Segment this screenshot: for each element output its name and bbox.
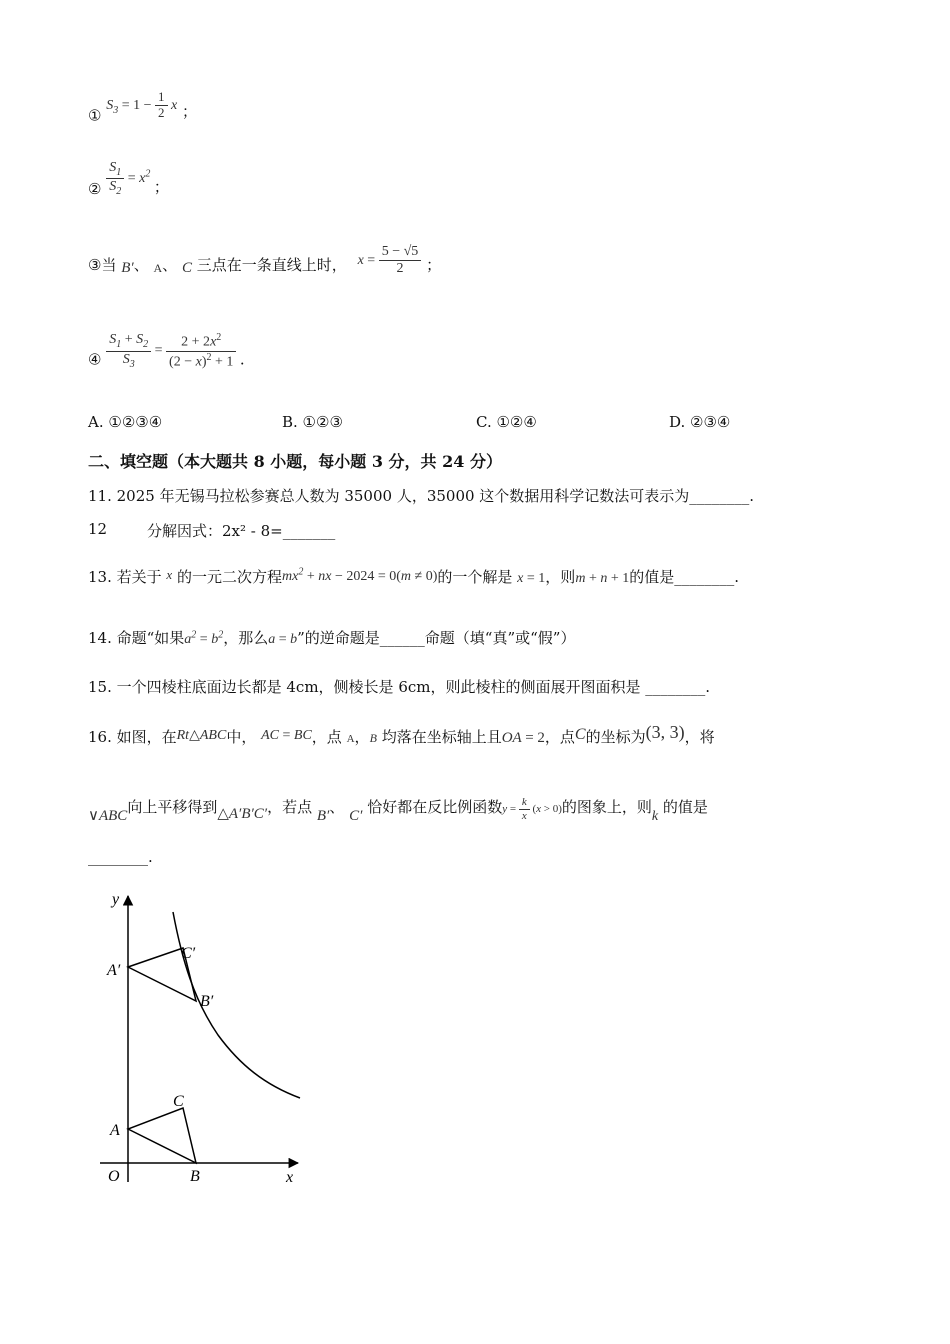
question-15: 15. 一个四棱柱底面边长都是 4cm，侧棱长是 6cm，则此棱柱的侧面展开图面积是 ________. (88, 678, 711, 696)
inverse-function: y = $\frac{k}{x}$ (x > 0) (502, 796, 562, 822)
statement-1: ① $S_3 = 1$ − $\frac{1}{2}$ x ； (88, 89, 198, 125)
option-c: C. ①②④ (476, 413, 537, 431)
label-origin: O (108, 1168, 120, 1185)
statement-2: ② $\frac{S_1}{S_2}$ = $x^2$ ； (88, 160, 169, 199)
point-c: C (181, 259, 192, 276)
label-b-prime: B′ (200, 993, 214, 1010)
question-16-line-2: ∨ABC向上平移得到△A′B′C′，若点 B′、 C′ 恰好都在反比例函数y = $\frac{k}{x}$ (x > 0)的图象上，则k 的值是 (88, 796, 708, 824)
option-b: B. ①②③ (282, 413, 343, 431)
formula-sum-ratio: $\frac{S_1 + S_2}{S_3}$ = $\frac{2 + 2x^2}{(2 - x)^2 + 1}$ (106, 343, 240, 358)
equation: $mx^2$ + nx − 2024 = 0(m ≠ 0) (281, 566, 438, 584)
section-title: 二、填空题（本大题共 8 小题，每小题 3 分，共 24 分） (88, 452, 502, 471)
coordinate-figure (90, 880, 320, 1200)
label-c: C (173, 1093, 184, 1110)
formula-s3: $S_3 = 1$ − $\frac{1}{2}$ x (106, 89, 178, 120)
question-16-line-1: 16. 如图，在Rt△ABC中， AC = BC，点 A，B 均落在坐标轴上且OA = 2，点C的坐标为(3, 3)，将 (88, 722, 715, 746)
statement-4-number: ④ (88, 350, 102, 369)
question-12: 分解因式：2x² - 8=_______ (147, 522, 336, 540)
label-c-prime: C′ (181, 945, 196, 962)
hyperbola-curve (173, 912, 300, 1098)
statement-2-number: ② (88, 180, 102, 199)
formula-x-value: x = $\frac{5 - √5}{2}$ (358, 253, 422, 268)
question-11: 11. 2025 年无锡马拉松参赛总人数为 35000 人，35000 这个数据用科学记数法可表示为________. (88, 487, 755, 505)
statement-3-number: ③ (88, 255, 102, 274)
question-12-number: 12 (88, 520, 108, 538)
option-a: A. ①②③④ (88, 413, 163, 431)
question-14: 14. 命题“如果$a^2 = b^2$，那么a = b”的逆命题是______命题（填“真”或“假”） (88, 629, 576, 647)
option-d: D. ②③④ (669, 413, 731, 431)
question-13: 13. 若关于 x 的一元二次方程$mx^2$ + nx − 2024 = 0(m ≠ 0)的一个解是 x = 1，则m + n + 1的值是________. (88, 566, 740, 586)
statement-1-number: ① (88, 106, 102, 125)
question-16-answer-blank: ________. (88, 848, 153, 866)
formula-ratio: $\frac{S_1}{S_2}$ = $x^2$ (106, 171, 154, 186)
point-a: A (153, 260, 163, 275)
label-x: x (286, 1169, 294, 1186)
statement-3: ③当 B′、 $_A$、 C 三点在一条直线上时， x = $\frac{5 - √5}{2}$ ； (88, 244, 442, 277)
statement-4: ④ $\frac{S_1 + S_2}{S_3}$ = $\frac{2 + 2x^2}{(2 - x)^2 + 1}$ . (88, 332, 245, 370)
label-y: y (112, 891, 120, 908)
label-a-prime: A′ (107, 962, 121, 979)
label-a: A (110, 1122, 120, 1139)
point-b-prime: B′ (121, 259, 134, 276)
label-b: B (190, 1168, 200, 1185)
triangle-abc (128, 1108, 196, 1163)
